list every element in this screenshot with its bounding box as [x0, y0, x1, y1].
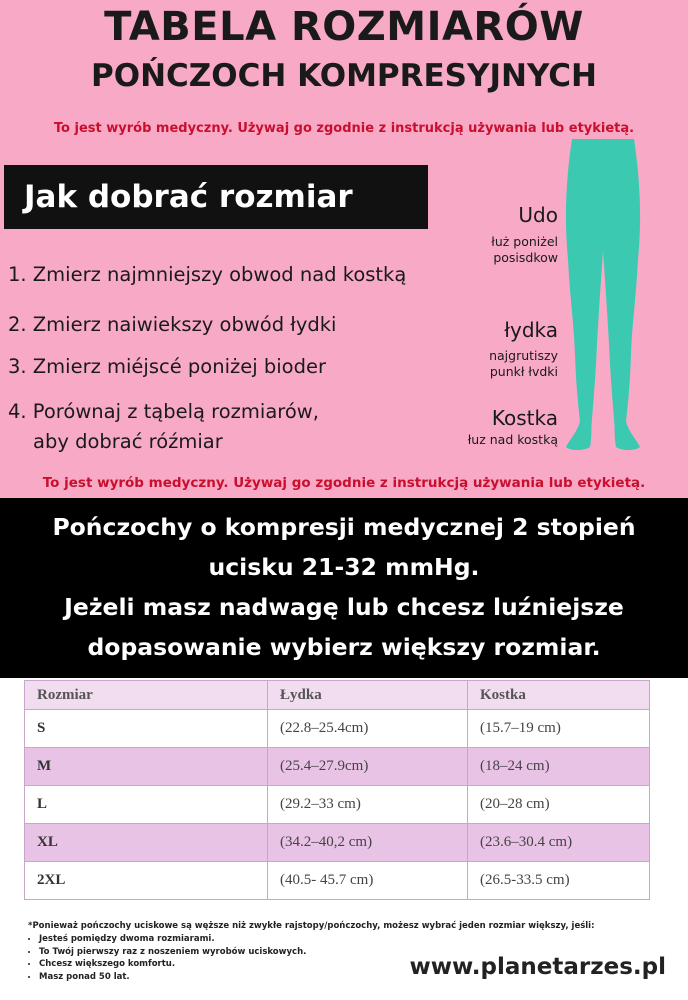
legs-shape	[566, 139, 640, 450]
footnote-item: • To Twój pierwszy raz z noszeniem wyrobów uciskowych.	[39, 946, 648, 959]
label-udo: Udo	[518, 203, 558, 227]
size-cell: 2XL	[25, 862, 268, 900]
compression-info-banner	[0, 498, 688, 678]
size-cell: M	[25, 748, 268, 786]
footnote-item: • Jesteś pomiędzy dwoma rozmiarami.	[39, 933, 648, 946]
size-table-header	[25, 681, 650, 710]
table-row	[25, 748, 650, 786]
website-url: www.planetarzes.pl	[409, 954, 666, 980]
label-udo-desc-line2: posisdkow	[493, 250, 558, 265]
size-cell: S	[25, 710, 268, 748]
header-size: Rozmiar	[25, 681, 268, 710]
title-line-2: POŃCZOCH KOMPRESYJNYCH	[91, 58, 597, 94]
header-ankle: Kostka	[468, 681, 650, 710]
label-udo-desc	[491, 234, 558, 266]
label-lydka-desc-line2: punkł łvdki	[489, 364, 558, 379]
size-table	[24, 680, 650, 900]
banner-line-2: ucisku 21-32 mmHg.	[208, 553, 480, 581]
calf-cell: (40.5- 45.7 cm)	[268, 862, 468, 900]
ankle-cell: (26.5-33.5 cm)	[468, 862, 650, 900]
label-kostka: Kostka	[491, 406, 558, 430]
size-cell: XL	[25, 824, 268, 862]
step-2: 2. Zmierz naiwiekszy obwód łydki	[8, 313, 337, 336]
medical-notice-bottom: To jest wyrób medyczny. Używaj go zgodnie z instrukcją używania lub etykietą.	[42, 475, 646, 491]
banner-line-1: Pończochy o kompresji medycznej 2 stopień	[52, 513, 636, 541]
size-cell: L	[25, 786, 268, 824]
header-calf: Łydka	[268, 681, 468, 710]
label-udo-desc-line1: łuż poniżel	[491, 234, 558, 249]
calf-cell: (25.4–27.9cm)	[268, 748, 468, 786]
footnote-intro: *Ponieważ pończochy uciskowe są węższe niż zwykłe rajstopy/pończochy, możesz wybrać jeden rozmiar większy, jeśli:	[28, 921, 595, 931]
label-lydka-desc	[489, 348, 558, 380]
calf-cell: (34.2–40,2 cm)	[268, 824, 468, 862]
table-row	[25, 786, 650, 824]
step-1: 1. Zmierz najmniejszy obwod nad kostką	[8, 263, 407, 286]
table-row	[25, 824, 650, 862]
calf-cell: (29.2–33 cm)	[268, 786, 468, 824]
footnote-item: • Chcesz większego komfortu.	[39, 958, 648, 971]
medical-notice-top: To jest wyrób medyczny. Używaj go zgodnie z instrukcją używania lub etykietą.	[53, 121, 635, 136]
ankle-cell: (15.7–19 cm)	[468, 710, 650, 748]
label-lydka: łydka	[504, 318, 558, 342]
calf-cell: (22.8–25.4cm)	[268, 710, 468, 748]
footnote-item: • Masz ponad 50 lat.	[39, 971, 648, 984]
howto-heading: Jak dobrać rozmiar	[4, 165, 428, 229]
banner-line-3: Jeżeli masz nadwagę lub chcesz luźniejsze	[64, 593, 624, 621]
table-row	[25, 710, 650, 748]
step-4-continued: aby dobrać róźmiar	[33, 430, 223, 453]
ankle-cell: (20–28 cm)	[468, 786, 650, 824]
table-row	[25, 862, 650, 900]
label-kostka-desc: łuz nad kostką	[467, 432, 558, 447]
banner-line-4: dopasowanie wybierz większy rozmiar.	[87, 633, 601, 661]
ankle-cell: (18–24 cm)	[468, 748, 650, 786]
label-lydka-desc-line1: najgrutiszy	[489, 348, 558, 363]
legs-icon	[560, 139, 646, 457]
step-4: 4. Porównaj z tąbelą rozmiarów,	[8, 400, 319, 423]
title-line-1: TABELA ROZMIARÓW	[104, 4, 584, 50]
step-3: 3. Zmierz miéjscé poniżej bioder	[8, 355, 326, 378]
ankle-cell: (23.6–30.4 cm)	[468, 824, 650, 862]
